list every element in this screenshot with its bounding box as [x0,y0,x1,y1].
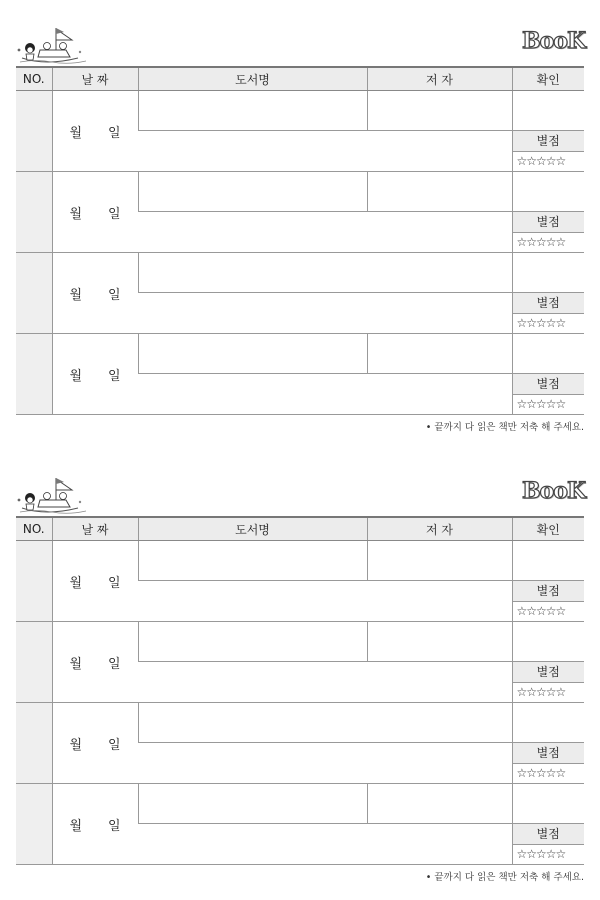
notes-cell[interactable] [138,581,512,622]
no-cell[interactable] [16,91,52,172]
rating-label: 별점 [513,824,585,845]
reading-log-sheet [0,450,600,900]
rating-label: 별점 [513,131,585,152]
reading-log-table [16,516,584,865]
author-cell[interactable] [367,541,512,581]
date-cell[interactable] [52,622,138,703]
check-cell[interactable] [512,541,584,581]
book-title-cell[interactable] [138,172,367,212]
star-rating[interactable]: ☆☆☆☆☆ [516,154,566,168]
day-label: 일 [108,818,121,834]
header-date: 날 짜 [52,517,138,541]
star-rating[interactable]: ☆☆☆☆☆ [516,235,566,249]
rating-label: 별점 [513,293,585,314]
table-row [16,253,584,293]
reading-log-table [16,66,584,415]
header-check: 확인 [512,517,584,541]
date-cell[interactable] [52,334,138,415]
author-cell[interactable] [367,334,512,374]
notes-cell[interactable] [138,824,512,865]
author-cell[interactable] [367,622,512,662]
table-row [16,334,584,374]
book-title-cell[interactable] [138,622,367,662]
day-label: 일 [108,368,121,384]
table-row [16,784,584,824]
table-row [16,703,584,743]
star-rating[interactable]: ☆☆☆☆☆ [516,766,566,780]
header-check: 확인 [512,67,584,91]
month-label: 월 [69,287,82,303]
star-rating[interactable]: ☆☆☆☆☆ [516,397,566,411]
book-title-cell[interactable] [138,91,367,131]
footnote: • 끝까지 다 읽은 책만 저축 해 주세요. [425,422,584,433]
notes-cell[interactable] [138,212,512,253]
date-cell[interactable] [52,784,138,865]
no-cell[interactable] [16,334,52,415]
date-cell[interactable] [52,703,138,784]
rating-label: 별점 [513,662,585,683]
book-logo: BooK [522,28,586,54]
check-cell[interactable] [512,253,584,293]
day-label: 일 [108,656,121,672]
no-cell[interactable] [16,253,52,334]
book-title-cell[interactable] [138,253,512,293]
rating-label: 별점 [513,374,585,395]
rating-cell [512,374,584,415]
star-rating[interactable]: ☆☆☆☆☆ [516,604,566,618]
book-title-cell[interactable] [138,703,512,743]
check-cell[interactable] [512,91,584,131]
header-no: NO. [16,67,52,91]
book-title-cell[interactable] [138,334,367,374]
month-label: 월 [69,206,82,222]
author-cell[interactable] [367,172,512,212]
rating-cell [512,131,584,172]
notes-cell[interactable] [138,131,512,172]
header-author: 저 자 [367,517,512,541]
rating-label: 별점 [513,212,585,233]
table-row [16,622,584,662]
date-cell[interactable] [52,172,138,253]
no-cell[interactable] [16,172,52,253]
book-title-cell[interactable] [138,784,367,824]
notes-cell[interactable] [138,743,512,784]
author-cell[interactable] [367,784,512,824]
day-label: 일 [108,206,121,222]
month-label: 월 [69,818,82,834]
day-label: 일 [108,125,121,141]
check-cell[interactable] [512,622,584,662]
month-label: 월 [69,656,82,672]
notes-cell[interactable] [138,293,512,334]
check-cell[interactable] [512,334,584,374]
rating-cell [512,581,584,622]
book-title-cell[interactable] [138,541,367,581]
month-label: 월 [69,125,82,141]
rating-cell [512,212,584,253]
rating-label: 별점 [513,743,585,764]
rating-cell [512,743,584,784]
kids-sailing-illustration-icon [16,24,90,68]
check-cell[interactable] [512,703,584,743]
rating-cell [512,662,584,703]
kids-sailing-illustration-icon [16,474,90,518]
month-label: 월 [69,737,82,753]
table-row [16,91,584,131]
header-date: 날 짜 [52,67,138,91]
notes-cell[interactable] [138,662,512,703]
header-author: 저 자 [367,67,512,91]
date-cell[interactable] [52,541,138,622]
table-row [16,172,584,212]
no-cell[interactable] [16,622,52,703]
footnote: • 끝까지 다 읽은 책만 저축 해 주세요. [425,872,584,883]
book-logo: BooK [522,478,586,504]
day-label: 일 [108,287,121,303]
date-cell[interactable] [52,91,138,172]
table-header-row [16,517,584,541]
star-rating[interactable]: ☆☆☆☆☆ [516,316,566,330]
check-cell[interactable] [512,172,584,212]
header-book-title: 도서명 [138,67,367,91]
rating-cell [512,293,584,334]
author-cell[interactable] [367,91,512,131]
header-no: NO. [16,517,52,541]
date-cell[interactable] [52,253,138,334]
rating-cell [512,824,584,865]
month-label: 월 [69,575,82,591]
no-cell[interactable] [16,784,52,865]
notes-cell[interactable] [138,374,512,415]
table-row [16,541,584,581]
star-rating[interactable]: ☆☆☆☆☆ [516,847,566,861]
month-label: 월 [69,368,82,384]
table-header-row [16,67,584,91]
day-label: 일 [108,737,121,753]
day-label: 일 [108,575,121,591]
rating-label: 별점 [513,581,585,602]
no-cell[interactable] [16,541,52,622]
star-rating[interactable]: ☆☆☆☆☆ [516,685,566,699]
no-cell[interactable] [16,703,52,784]
header-book-title: 도서명 [138,517,367,541]
check-cell[interactable] [512,784,584,824]
